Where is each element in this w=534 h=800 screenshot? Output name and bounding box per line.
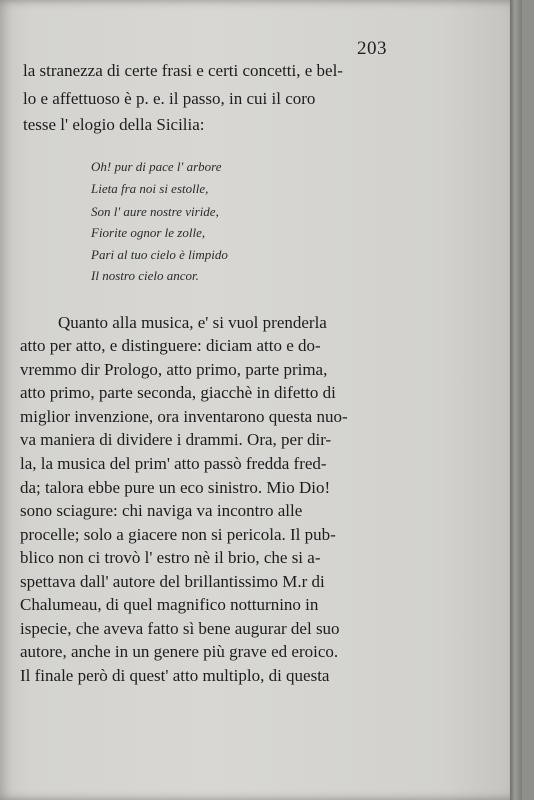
text-line: sono sciagure: chi naviga va incontro alle <box>20 501 303 520</box>
page-edge <box>510 0 522 800</box>
text-line: tesse l' elogio della Sicilia: <box>23 115 205 134</box>
text-line: autore, anche in un genere più grave ed eroico. <box>20 642 339 661</box>
text-line: atto primo, parte seconda, giacchè in difetto di <box>20 383 336 402</box>
text-line: Il finale però di quest' atto multiplo, di questa <box>20 666 330 685</box>
text-line: Quanto alla musica, e' si vuol prenderla <box>58 313 327 332</box>
verse-line: Il nostro cielo ancor. <box>91 268 199 283</box>
text-line: da; talora ebbe pure un eco sinistro. Mio Dio! <box>20 478 331 497</box>
page-number: 203 <box>357 38 387 59</box>
text-line: vremmo dir Prologo, atto primo, parte prima, <box>20 360 328 379</box>
text-line: atto per atto, e distinguere: diciam atto e do- <box>20 336 321 355</box>
text-line: la stranezza di certe frasi e certi concetti, e bel- <box>23 61 343 80</box>
verse-line: Pari al tuo cielo è limpido <box>91 247 228 262</box>
verse-line: Lieta fra noi si estolle, <box>91 181 209 196</box>
text-line: lo e affettuoso è p. e. il passo, in cui il coro <box>23 89 316 108</box>
text-line: procelle; solo a giacere non si pericola. Il pub- <box>20 525 336 544</box>
verse-line: Fiorite ognor le zolle, <box>91 225 206 240</box>
text-line: ispecie, che aveva fatto sì bene augurar del suo <box>20 619 340 638</box>
verse-line: Son l' aure nostre viride, <box>91 204 219 219</box>
text-line: la, la musica del prim' atto passò fredda fred- <box>20 454 327 473</box>
text-line: blico non ci trovò l' estro nè il brio, che si a- <box>20 548 321 567</box>
verse-line: Oh! pur di pace l' arbore <box>91 159 222 174</box>
text-line: spettava dall' autore del brillantissimo M.r di <box>20 572 325 591</box>
text-line: miglior invenzione, ora inventarono questa nuo- <box>20 407 348 426</box>
text-line: va maniera di dividere i drammi. Ora, per dir- <box>20 430 332 449</box>
text-line: Chalumeau, di quel magnifico notturnino in <box>20 595 319 614</box>
